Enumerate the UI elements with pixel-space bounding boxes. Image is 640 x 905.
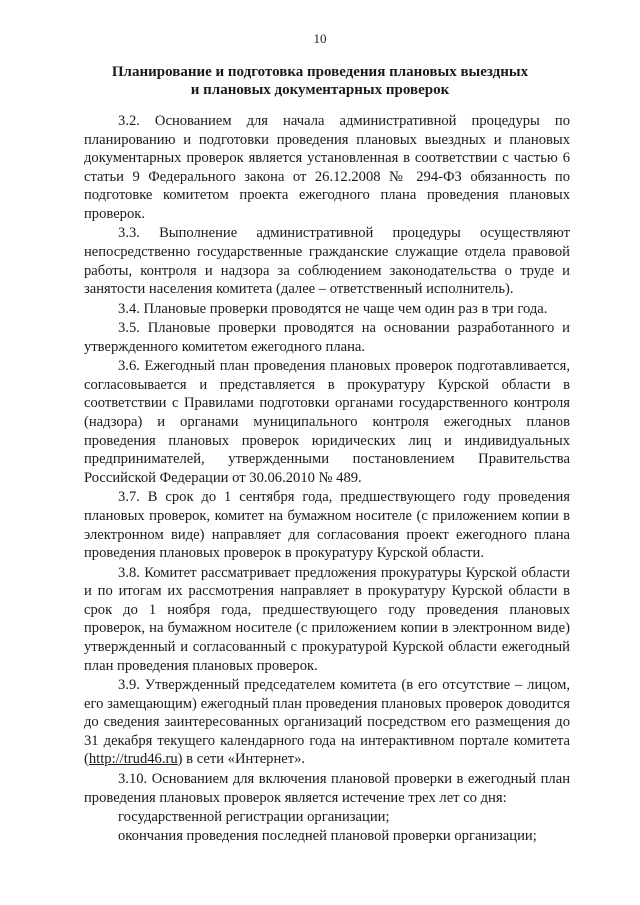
paragraph-3-6: 3.6. Ежегодный план проведения плановых проверок подготавливается, согласовывается и представляется в прокуратуру Курской области в соответствии с Правилами подготовки органами государственного контроля (надзора) и органами муниципального контроля ежегодных планов проведения плановых проверок юридических лиц и индивидуальных предпринимателей, утвержденными постановлением Правительства Российской Федерации от 30.06.2010 № 489. <box>84 358 570 486</box>
paragraph-3-9 <box>84 676 570 769</box>
body-text <box>84 112 570 846</box>
section-title-line-1: Планирование и подготовка проведения плановых выездных <box>111 64 529 80</box>
paragraph-3-9-text-end: ) в сети «Интернет». <box>177 751 306 768</box>
paragraph-3-5: 3.5. Плановые проверки проводятся на основании разработанного и утвержденного комитетом ежегодного плана. <box>84 320 570 355</box>
page-number: 10 <box>313 31 327 46</box>
paragraph-3-3: 3.3. Выполнение административной процедуры осуществляют непосредственно государственные гражданские служащие отдела правовой работы, контроля и надзора за соблюдением законодательства о труде и занятости населения комитета (далее – ответственный исполнитель). <box>84 225 570 298</box>
list-item: государственной регистрации организации; <box>118 808 390 825</box>
portal-link[interactable]: http://trud46.ru <box>88 751 178 768</box>
paragraph-3-10: 3.10. Основанием для включения плановой проверки в ежегодный план проведения плановых проверок является истечение трех лет со дня: <box>84 770 570 806</box>
paragraph-3-2: 3.2. Основанием для начала административной процедуры по планированию и подготовки проведения плановых выездных и плановых документарных проверок является установленная в соответствии с частью 6 статьи 9 Федерального закона от 26.12.2008 № 294-ФЗ обязанность по подготовке комитетом проекта ежегодного плана проведения плановых проверок. <box>84 113 570 222</box>
paragraph-3-9-text-start: 3.9. Утвержденный председателем комитета (в его отсутствие – лицом, его замещающим) ежегодный план проведения плановых проверок доводится до сведения заинтересованных организаций посредством его размещения до 31 декабря текущего календарного года на интерактивном портале комитета ( <box>84 677 570 768</box>
paragraph-3-7: 3.7. В срок до 1 сентября года, предшествующего году проведения плановых проверок, комитет на бумажном носителе (с приложением копии в электронном виде) направляет для согласования проект ежегодного плана проведения плановых проверок в прокуратуру Курской области. <box>84 489 570 562</box>
list-item: окончания проведения последней плановой проверки организации; <box>118 828 537 845</box>
paragraph-3-8: 3.8. Комитет рассматривает предложения прокуратуры Курской области и по итогам их рассмотрения направляет в прокуратуру Курской области в срок до 1 ноября года, предшествующего году проведения плановых проверок, на бумажном носителе (с приложением копии в электронном виде) утвержденный и согласованный с прокуратурой Курской области ежегодный план проведения плановых проверок. <box>84 564 570 674</box>
section-title <box>70 63 570 99</box>
section-title-line-2: и плановых документарных проверок <box>190 82 450 98</box>
paragraph-3-4: 3.4. Плановые проверки проводятся не чаще чем один раз в три года. <box>118 300 548 317</box>
